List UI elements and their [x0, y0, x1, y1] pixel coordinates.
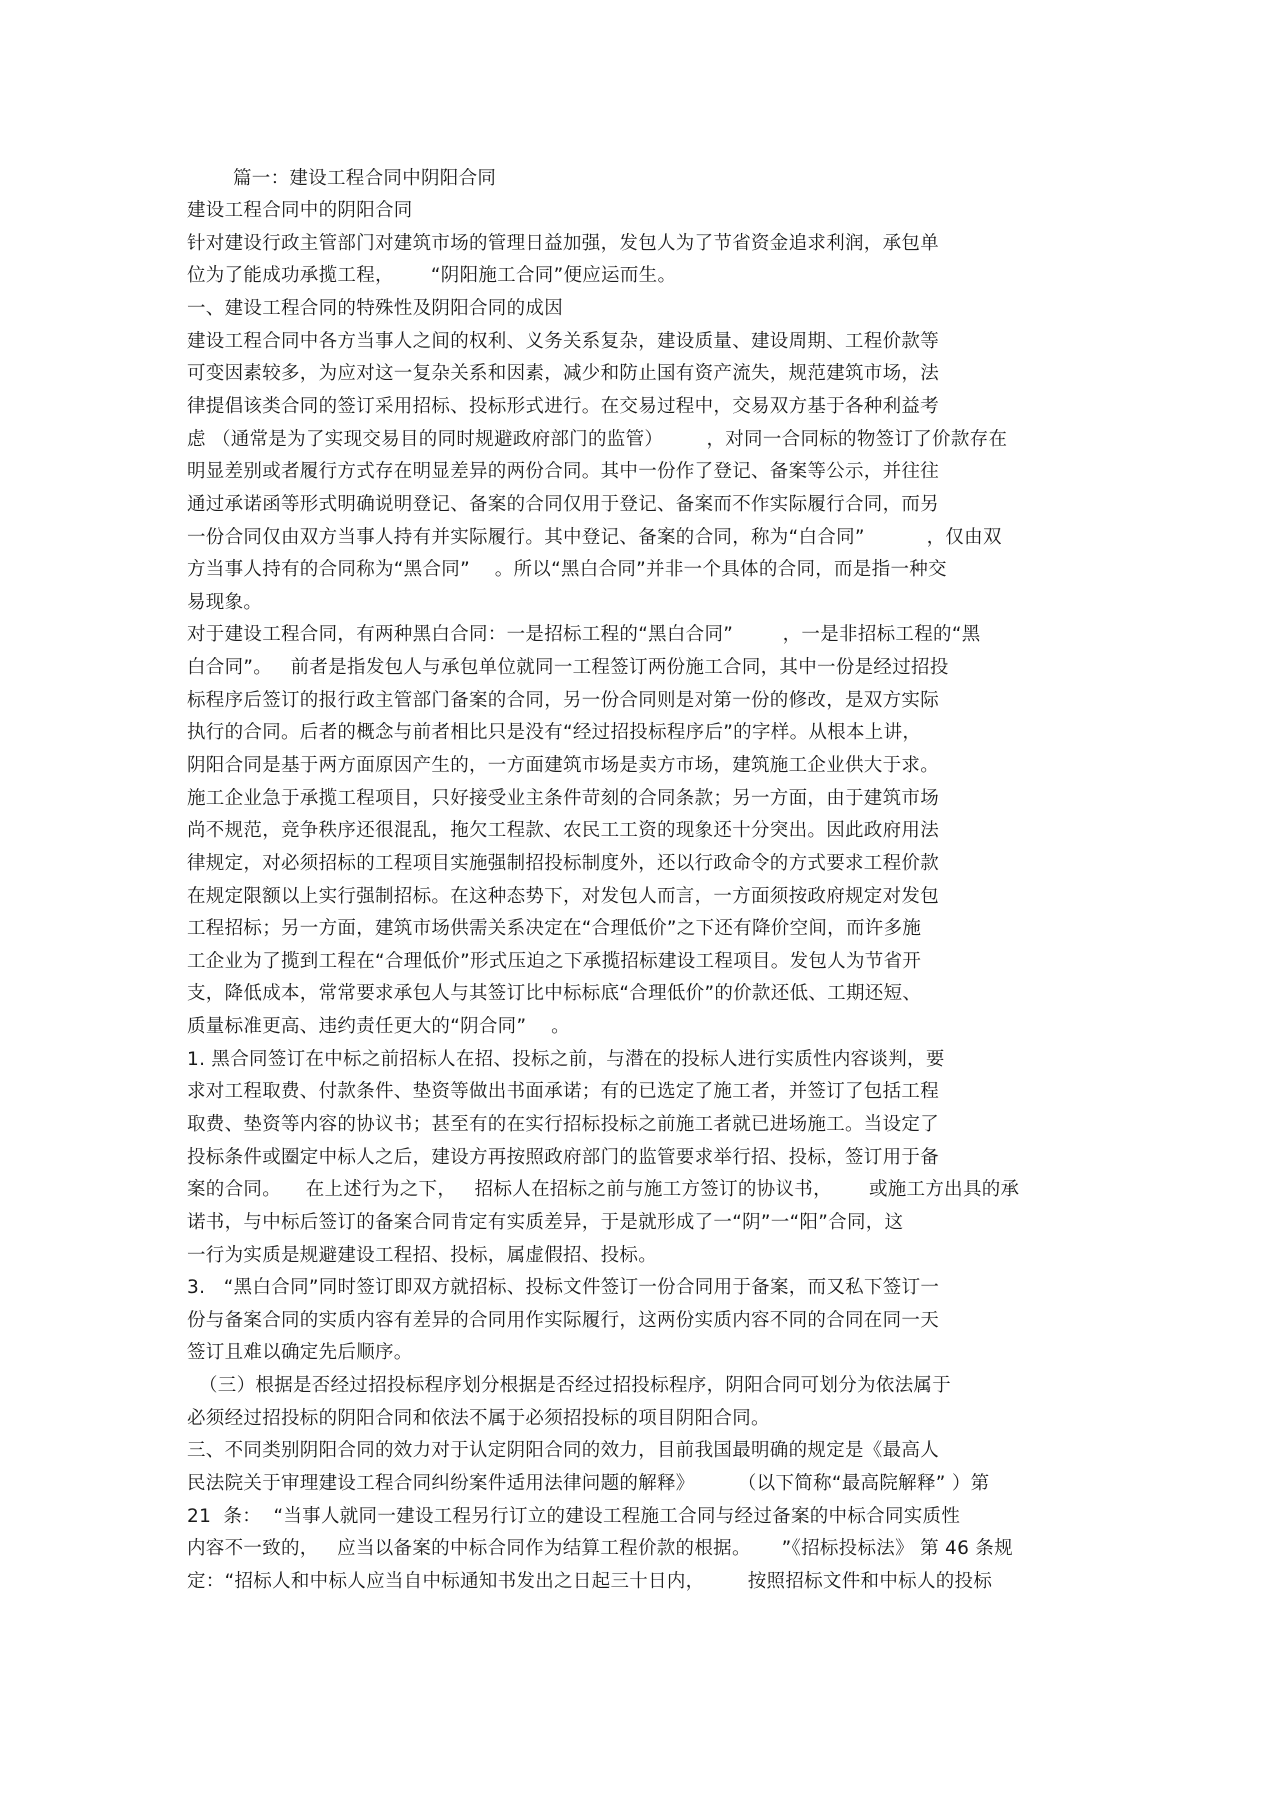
text-line: 建设工程合同中各方当事人之间的权利、义务关系复杂，建设质量、建设周期、工程价款等: [187, 331, 940, 352]
text-line: 标程序后签订的报行政主管部门备案的合同，另一份合同则是对第一份的修改，是双方实际: [187, 690, 940, 711]
text-line: 位为了能成功承揽工程， “阴阳施工合同”便应运而生。: [187, 265, 677, 286]
text-line: 求对工程取费、付款条件、垫资等做出书面承诺；有的已选定了施工者，并签订了包括工程: [187, 1081, 940, 1102]
text-line: 律规定，对必须招标的工程项目实施强制招投标制度外，还以行政命令的方式要求工程价款: [187, 853, 940, 874]
text-line: 内容不一致的， 应当以备案的中标合同作为结算工程价款的根据。 ”《招标投标法》 第 46 条规: [187, 1538, 1013, 1559]
text-line: 案的合同。 在上述行为之下， 招标人在招标之前与施工方签订的协议书， 或施工方出具的承: [187, 1179, 1020, 1200]
text-line: 21 条： “当事人就同一建设工程另行订立的建设工程施工合同与经过备案的中标合同实质性: [187, 1506, 961, 1527]
text-line: 1. 黑合同签订在中标之前招标人在招、投标之前，与潜在的投标人进行实质性内容谈判，要: [187, 1049, 945, 1070]
text-line: 通过承诺函等形式明确说明登记、备案的合同仅用于登记、备案而不作实际履行合同，而另: [187, 494, 940, 515]
text-line: 针对建设行政主管部门对建筑市场的管理日益加强，发包人为了节省资金追求利润，承包单: [187, 233, 940, 254]
text-line: 签订且难以确定先后顺序。: [187, 1342, 413, 1363]
text-line: 阴阳合同是基于两方面原因产生的，一方面建筑市场是卖方市场，建筑施工企业供大于求。: [187, 755, 940, 776]
text-line: 虑 （通常是为了实现交易目的同时规避政府部门的监管） ，对同一合同标的物签订了价款存在: [187, 429, 1008, 450]
text-line: 方当事人持有的合同称为“黑合同” 。所以“黑白合同”并非一个具体的合同，而是指一种交: [187, 559, 947, 580]
article-title: 建设工程合同中的阴阳合同: [187, 200, 413, 221]
text-line: 份与备案合同的实质内容有差异的合同用作实际履行，这两份实质内容不同的合同在同一天: [187, 1310, 940, 1331]
text-line: 一份合同仅由双方当事人持有并实际履行。其中登记、备案的合同，称为“白合同” ，仅由双: [187, 527, 1002, 548]
text-line: 诺书，与中标后签订的备案合同肯定有实质差异，于是就形成了一“阴”一“阳”合同，这: [187, 1212, 904, 1233]
text-line: 可变因素较多，为应对这一复杂关系和因素，减少和防止国有资产流失，规范建筑市场，法: [187, 363, 940, 384]
text-line: 3. “黑白合同”同时签订即双方就招标、投标文件签订一份合同用于备案，而又私下签订一: [187, 1277, 940, 1298]
text-line: 工企业为了揽到工程在“合理低价”形式压迫之下承揽招标建设工程项目。发包人为节省开: [187, 951, 922, 972]
text-line: 尚不规范，竞争秩序还很混乱，拖欠工程款、农民工工资的现象还十分突出。因此政府用法: [187, 820, 940, 841]
text-line: 明显差别或者履行方式存在明显差异的两份合同。其中一份作了登记、备案等公示，并往往: [187, 461, 940, 482]
text-line: 取费、垫资等内容的协议书；甚至有的在实行招标投标之前施工者就已进场施工。当设定了: [187, 1114, 940, 1135]
text-line: 在规定限额以上实行强制招标。在这种态势下，对发包人而言，一方面须按政府规定对发包: [187, 886, 940, 907]
text-line: 民法院关于审理建设工程合同纠纷案件适用法律问题的解释》 （以下简称“最高院解释” ）第: [187, 1473, 990, 1494]
text-line: 支，降低成本，常常要求承包人与其签订比中标标底“合理低价”的价款还低、工期还短、: [187, 983, 922, 1004]
text-line: 白合同”。 前者是指发包人与承包单位就同一工程签订两份施工合同，其中一份是经过招投: [187, 657, 949, 678]
text-line: 对于建设工程合同，有两种黑白合同：一是招标工程的“黑白合同” ，一是非招标工程的“黑: [187, 624, 981, 645]
text-line: 必须经过招投标的阴阳合同和依法不属于必须招投标的项目阴阳合同。: [187, 1408, 770, 1429]
section-heading: 篇一：建设工程合同中阴阳合同: [233, 168, 497, 189]
text-line: 工程招标；另一方面，建筑市场供需关系决定在“合理低价”之下还有降价空间，而许多施: [187, 918, 922, 939]
text-line: 施工企业急于承揽工程项目，只好接受业主条件苛刻的合同条款；另一方面，由于建筑市场: [187, 788, 940, 809]
text-line: 定：“招标人和中标人应当自中标通知书发出之日起三十日内， 按照招标文件和中标人的投标: [187, 1571, 993, 1592]
text-line: （三）根据是否经过招投标程序划分根据是否经过招投标程序，阴阳合同可划分为依法属于: [199, 1375, 952, 1396]
text-line: 执行的合同。后者的概念与前者相比只是没有“经过招投标程序后”的字样。从根本上讲，: [187, 722, 922, 743]
text-line: 一行为实质是规避建设工程招、投标，属虚假招、投标。: [187, 1245, 658, 1266]
text-line: 投标条件或圈定中标人之后，建设方再按照政府部门的监管要求举行招、投标，签订用于备: [187, 1147, 940, 1168]
subheading: 三、不同类别阴阳合同的效力对于认定阴阳合同的效力，目前我国最明确的规定是《最高人: [187, 1440, 940, 1461]
subheading: 一、建设工程合同的特殊性及阴阳合同的成因: [187, 298, 564, 319]
text-line: 易现象。: [187, 592, 263, 613]
text-line: 质量标准更高、违约责任更大的“阴合同” 。: [187, 1016, 570, 1037]
text-line: 律提倡该类合同的签订采用招标、投标形式进行。在交易过程中，交易双方基于各种利益考: [187, 396, 940, 417]
